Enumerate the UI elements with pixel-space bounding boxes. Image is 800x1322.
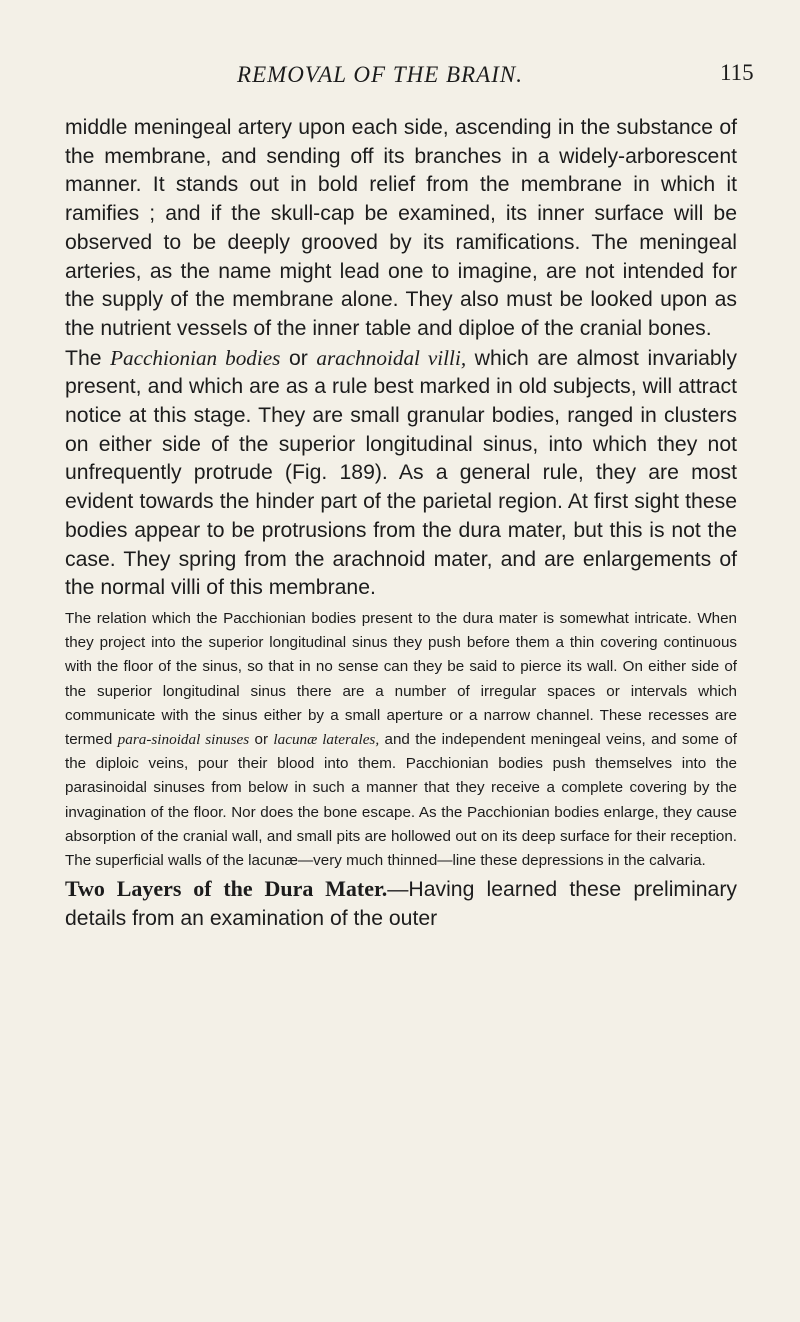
- text-run: which are almost invariably present, and which are as a rule best marked in old subjects, will attract notice at this stage. They are small granular bodies, ranged in clusters on either side of the superior longitudinal sinus, into which they not unfrequently protrude (Fig. 189). As a general rule, they are most evident towards the hinder part of the parietal region. At first sight these bodies appear to be protrusions from the dura mater, but this is not the case. They spring from the arachnoid mater, and are enlargements of the normal villi of this membrane.: [65, 346, 737, 600]
- text-run: or: [249, 730, 274, 748]
- term-pacchionian-bodies: Pacchionian bodies: [110, 345, 281, 370]
- text-run: and the independent meningeal veins, and some of the diploic veins, pour their blood into them. Pacchionian bodies push themselves into the parasinoidal sinuses from below in such a manner that they receive a complete covering by the invagination of the floor. Nor does the bone escape. As the Pacchionian bodies enlarge, they cause absorption of the cranial wall, and small pits are hollowed out on its deep surface for their reception. The superficial walls of the lacunæ—very much thinned—line these depressions in the calvaria.: [65, 730, 737, 869]
- section-paragraph: [65, 875, 737, 933]
- section-heading: Two Layers of the Dura Mater.: [65, 876, 388, 902]
- term-lacunae-laterales: lacunæ laterales,: [273, 730, 380, 748]
- text-run: or: [280, 346, 317, 370]
- paragraph-meningeal-arteries: middle meningeal artery upon each side, ascending in the substance of the membrane, and sending off its branches in a widely-arborescent manner. It stands out in bold relief from the membrane in which it ramifies ; and if the skull-cap be examined, its inner surface will be observed to be deeply grooved by its ramifications. The meningeal arteries, as the name might lead one to imagine, are not intended for the supply of the membrane alone. They also must be looked upon as the nutrient vessels of the inner table and diploe of the cranial bones.: [65, 116, 737, 340]
- running-title: REMOVAL OF THE BRAIN.: [237, 62, 523, 87]
- page-body: [65, 114, 737, 934]
- page-number: 115: [720, 60, 754, 85]
- paragraph-pacchionian-bodies: [65, 344, 737, 603]
- text-run: The relation which the Pacchionian bodies present to the dura mater is somewhat intricate. When they project into the superior longitudinal sinus they push before them a thin covering continuous with the floor of the sinus, so that in no sense can they be said to pierce its wall. On either side of the superior longitudinal sinus there are a number of irregular spaces or intervals which communicate with the sinus either by a small aperture or a narrow channel. These recesses are termed: [65, 609, 737, 748]
- term-arachnoidal-villi: arachnoidal villi,: [316, 345, 467, 370]
- text-run: —Having learned these preliminary details from an examination of the outer: [65, 878, 737, 930]
- small-print-paragraph: [65, 607, 737, 873]
- term-parasinoidal-sinuses: para-sinoidal sinuses: [117, 730, 250, 748]
- text-run: The: [65, 346, 111, 370]
